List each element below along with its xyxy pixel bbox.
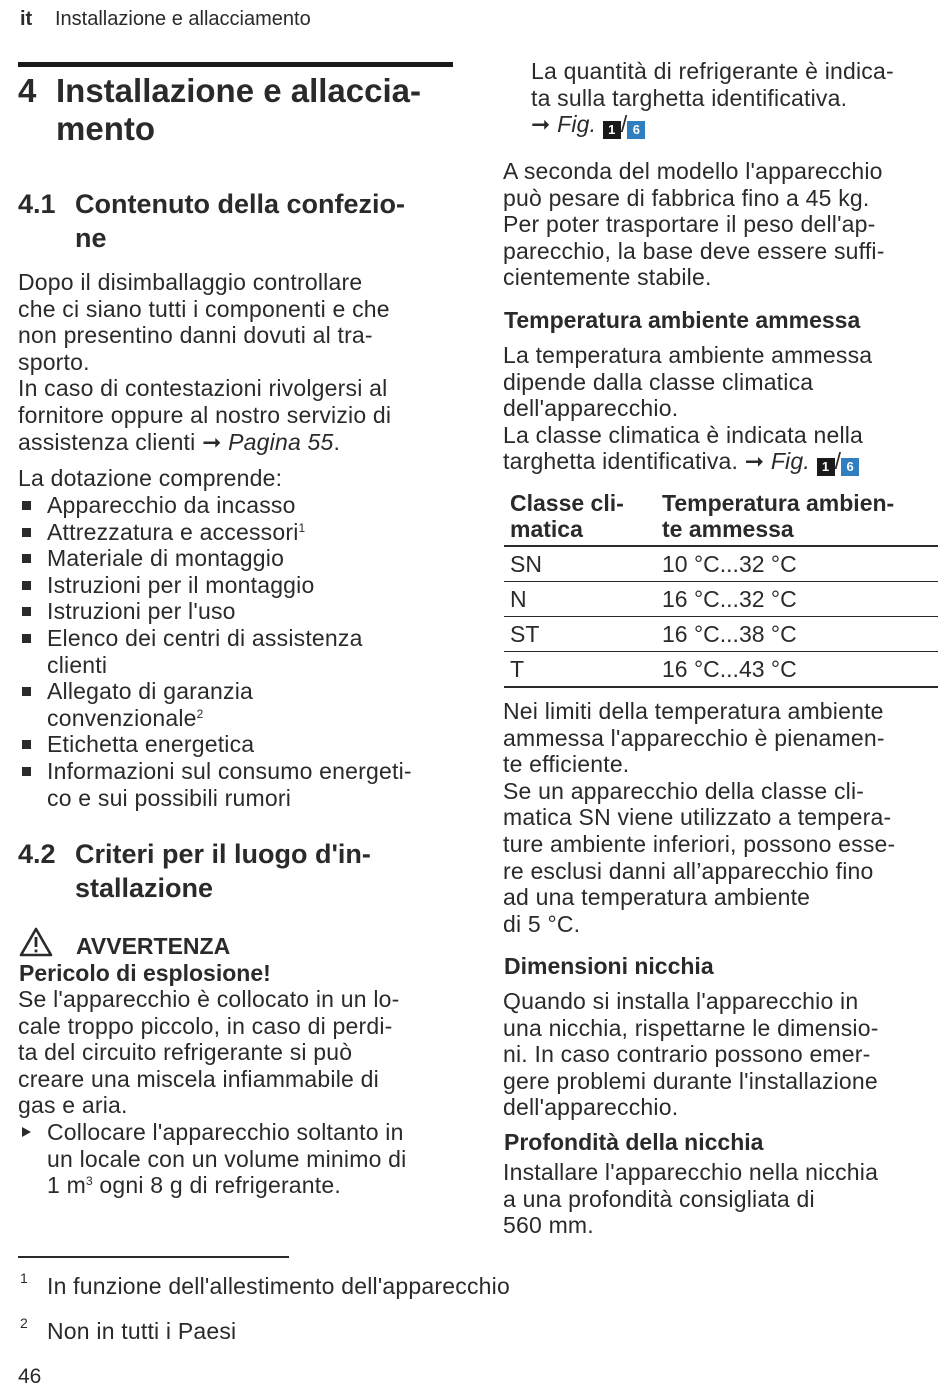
supply-list: [18, 492, 458, 811]
section-title-line: stallazione: [75, 873, 214, 903]
list-item: Materiale di montaggio: [18, 545, 458, 572]
table-cell: 16 °C...32 °C: [656, 582, 938, 617]
text-line: a una profondità consigliata di: [503, 1185, 815, 1212]
text-line: La quantità di refrigerante è indica-: [531, 58, 894, 84]
text-line: sporto.: [18, 348, 90, 375]
text-line: Se l'apparecchio è collocato in un lo-: [18, 986, 400, 1012]
weight-paragraph: [503, 158, 885, 291]
text-line: ta sulla targhetta identificativa.: [531, 84, 848, 111]
table-cell: T: [504, 652, 656, 688]
text-line: parecchio, la base deve essere suffi-: [503, 237, 885, 264]
niche-heading: Dimensioni nicchia: [504, 953, 714, 979]
warning-block: [19, 927, 459, 987]
text-line: che ci siano tutti i componenti e che: [18, 295, 390, 322]
text-line: ni. In caso contrario possono emer-: [503, 1041, 871, 1068]
text-line: ta del circuito refrigerante si può: [18, 1039, 353, 1066]
text-line: A seconda del modello l'apparecchio: [503, 158, 883, 184]
footnote-ref[interactable]: 2: [196, 706, 204, 721]
footnote-text: In funzione dell'allestimento dell'apparecchio: [47, 1273, 510, 1299]
action-step: Collocare l'apparecchio soltanto in un locale con un volume minimo di 1 $m^3$ ogni 8 g di refrigerante.: [18, 1119, 458, 1199]
text-line: gas e aria.: [18, 1092, 128, 1119]
warning-label: AVVERTENZA: [76, 933, 231, 959]
arrow-right-icon: ➞: [744, 448, 765, 475]
page-number: 46: [18, 1365, 42, 1388]
footnote-text: Non in tutti i Paesi: [47, 1318, 237, 1344]
section-number: 4.2: [18, 839, 56, 869]
text-line: 560 mm.: [503, 1212, 594, 1239]
temperature-paragraph: [503, 342, 872, 476]
section-title-line: Contenuto della confezio-: [75, 189, 405, 219]
chapter-number: 4: [18, 72, 37, 109]
text-line: Dopo il disimballaggio controllare: [18, 269, 363, 295]
footnote-ref[interactable]: 1: [298, 520, 306, 535]
warning-triangle-icon: [19, 927, 53, 957]
bullet-icon: [22, 687, 31, 696]
climate-class-table: [504, 486, 938, 688]
bullet-icon: [22, 554, 31, 563]
text-line: dell'apparecchio.: [503, 395, 679, 422]
table-cell: N: [504, 582, 656, 617]
text-line: una nicchia, rispettarne le dimensio-: [503, 1014, 879, 1041]
unpacking-paragraph: [18, 269, 391, 455]
limits-paragraph: [503, 698, 895, 937]
list-item: Allegato di garanzia convenzionale$^2$: [18, 678, 458, 731]
list-item: Attrezzatura e accessori$^1$: [18, 519, 458, 546]
table-cell: 16 °C...38 °C: [656, 617, 938, 652]
arrow-right-icon: ➞: [531, 111, 551, 138]
text-line: Se un apparecchio della classe cli-: [503, 777, 865, 804]
text-line: dipende dalla classe climatica: [503, 368, 814, 395]
text-line: non presentino danni dovuti al tra-: [18, 322, 373, 349]
bullet-icon: [22, 740, 31, 749]
section-title-line: Criteri per il luogo d'in-: [75, 839, 371, 869]
chapter-heading: [18, 72, 458, 148]
table-cell: 10 °C...32 °C: [656, 546, 938, 582]
text-line: creare una miscela infiammabile di: [18, 1065, 379, 1092]
text-line: Per poter trasportare il peso dell'ap-: [503, 211, 876, 238]
text-line: La dotazione comprende:: [18, 465, 283, 491]
text-line: Installare l'apparecchio nella nicchia: [503, 1159, 879, 1185]
figure-reference[interactable]: ➞ Fig. 1 / 6: [531, 111, 894, 139]
language-code: it: [20, 8, 33, 30]
table-row: [504, 652, 938, 688]
page-reference[interactable]: Pagina 55: [228, 428, 334, 455]
warning-text: [18, 986, 400, 1119]
text-line: Quando si installa l'apparecchio in: [503, 988, 859, 1014]
text-line: targhetta identificativa. ➞ Fig. 1 / 6: [503, 448, 872, 476]
text-line: cale troppo piccolo, in caso di perdi-: [18, 1012, 393, 1039]
list-item: Informazioni sul consumo energeti- co e sui possibili rumori: [18, 758, 458, 811]
text-line: La temperatura ambiente ammessa: [503, 342, 873, 368]
bullet-icon: [22, 528, 31, 537]
section-number: 4.1: [18, 189, 56, 219]
list-item: Apparecchio da incasso: [18, 492, 458, 519]
text-line: cientemente stabile.: [503, 264, 712, 291]
chapter-title-line: Installazione e allaccia-: [56, 72, 421, 109]
list-item: Etichetta energetica: [18, 731, 458, 758]
chapter-title-line: mento: [56, 110, 155, 147]
fig-number-badge: 6: [627, 121, 645, 139]
fig-number-badge: 6: [841, 458, 859, 476]
text-line: può pesare di fabbrica fino a 45 kg.: [503, 184, 870, 211]
list-item: Istruzioni per il montaggio: [18, 572, 458, 599]
list-item: Istruzioni per l'uso: [18, 598, 458, 625]
table-row: [504, 546, 938, 582]
text-line: dell'apparecchio.: [503, 1094, 679, 1121]
section-heading-4-1: [18, 187, 458, 255]
header-title: Installazione e allacciamento: [55, 8, 311, 30]
text-line: re esclusi danni all’apparecchio fino: [503, 857, 874, 884]
fig-number-badge: 1: [817, 458, 835, 476]
footnote-number: 1: [20, 1270, 28, 1286]
niche-paragraph: [503, 988, 879, 1121]
footnote-number: 2: [20, 1315, 28, 1331]
text-line: matica SN viene utilizzato a tempera-: [503, 804, 892, 831]
bullet-icon: [22, 607, 31, 616]
warning-title: Pericolo di esplosione!: [19, 960, 271, 986]
section-title-line: ne: [75, 223, 107, 253]
text-fragment: assistenza clienti: [18, 428, 196, 455]
table-row: [504, 582, 938, 617]
text-line: ammessa l'apparecchio è pienamen-: [503, 724, 885, 751]
text-line: fornitore oppure al nostro servizio di: [18, 401, 392, 428]
refrigerant-note: [531, 58, 894, 139]
fig-number-badge: 1: [603, 121, 621, 139]
section-rule: [18, 62, 453, 67]
text-line: te efficiente.: [503, 751, 630, 778]
text-line: ture ambiente inferiori, possono esse-: [503, 830, 896, 857]
list-item: Elenco dei centri di assistenza clienti: [18, 625, 458, 678]
footnote-rule: [18, 1256, 289, 1258]
section-heading-4-2: [18, 837, 458, 905]
table-row: [504, 617, 938, 652]
bullet-icon: [22, 501, 31, 510]
text-line: di 5 °C.: [503, 910, 581, 937]
text-line: La classe climatica è indicata nella: [503, 421, 864, 448]
column-header: Classe cli- matica: [504, 486, 656, 546]
column-header: Temperatura ambien- te ammessa: [656, 486, 938, 546]
depth-heading: Profondità della nicchia: [504, 1129, 764, 1155]
supply-intro: [18, 465, 282, 492]
table-cell: 16 °C...43 °C: [656, 652, 938, 688]
text-line: In caso di contestazioni rivolgersi al: [18, 375, 388, 402]
text-line: assistenza clienti ➞ Pagina 55.: [18, 428, 341, 455]
bullet-icon: [22, 581, 31, 590]
figure-reference[interactable]: ➞ Fig. 1 / 6: [745, 448, 859, 474]
arrow-right-icon: ➞: [202, 428, 222, 455]
temperature-heading: Temperatura ambiente ammessa: [504, 307, 861, 333]
text-line: ad una temperatura ambiente: [503, 884, 811, 911]
action-arrow-icon: [22, 1127, 31, 1137]
bullet-icon: [22, 634, 31, 643]
text-line: gere problemi durante l'installazione: [503, 1067, 878, 1094]
bullet-icon: [22, 767, 31, 776]
table-header-row: [504, 486, 938, 546]
depth-paragraph: [503, 1159, 878, 1239]
table-cell: ST: [504, 617, 656, 652]
table-cell: SN: [504, 546, 656, 582]
text-line: Nei limiti della temperatura ambiente: [503, 698, 884, 724]
